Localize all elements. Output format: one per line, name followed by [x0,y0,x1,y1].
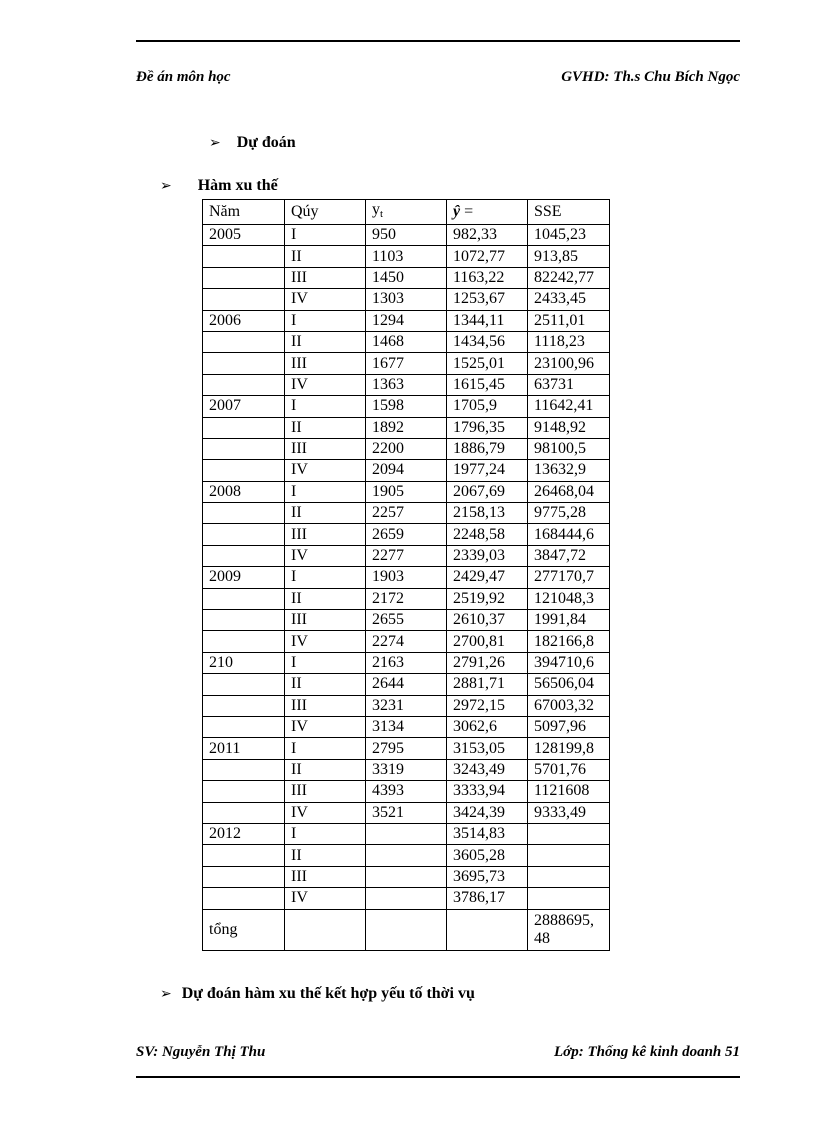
yhat-cell: 1434,56 [447,331,528,352]
table-row [203,246,610,267]
table-row [203,460,610,481]
quarter-cell: III [285,524,366,545]
table-row [203,588,610,609]
yhat-cell: 1072,77 [447,246,528,267]
sse-cell: 128199,8 [528,738,610,759]
quarter-cell: IV [285,374,366,395]
sse-cell: 277170,7 [528,567,610,588]
yt-cell: 3521 [366,802,447,823]
sse-cell: 3847,72 [528,545,610,566]
year-cell [203,524,285,545]
table-row [203,823,610,844]
year-cell [203,631,285,652]
year-cell [203,716,285,737]
quarter-cell: IV [285,802,366,823]
table-row [203,310,610,331]
yt-cell: 3134 [366,716,447,737]
table-row [203,353,610,374]
sse-cell: 121048,3 [528,588,610,609]
yt-cell: 1903 [366,567,447,588]
year-cell: 2006 [203,310,285,331]
yhat-cell: 3695,73 [447,866,528,887]
sse-cell: 1121608 [528,781,610,802]
sse-cell: 67003,32 [528,695,610,716]
yt-cell [366,823,447,844]
yhat-cell: 3062,6 [447,716,528,737]
sse-cell [528,866,610,887]
quarter-cell: II [285,246,366,267]
yt-cell [366,866,447,887]
table-row [203,610,610,631]
total-label: tổng [203,909,285,950]
quarter-cell: III [285,695,366,716]
year-cell [203,289,285,310]
sse-cell: 9775,28 [528,503,610,524]
yt-cell: 950 [366,225,447,246]
table-row [203,845,610,866]
table-row [203,888,610,909]
sse-cell: 2433,45 [528,289,610,310]
table-row [203,545,610,566]
table-row [203,374,610,395]
yhat-cell: 2248,58 [447,524,528,545]
quarter-cell: IV [285,545,366,566]
yt-cell: 1450 [366,267,447,288]
table-row [203,503,610,524]
sse-cell: 23100,96 [528,353,610,374]
yhat-symbol: ŷ [453,203,461,220]
yt-cell: 2277 [366,545,447,566]
year-cell [203,695,285,716]
yt-cell: 1363 [366,374,447,395]
yhat-cell: 2339,03 [447,545,528,566]
year-cell [203,267,285,288]
section-forecast [209,134,296,152]
sse-cell: 9333,49 [528,802,610,823]
table-cell [447,909,528,950]
table-row [203,738,610,759]
year-cell [203,353,285,374]
col-yt-header [366,200,447,225]
total-sse: 2888695, 48 [528,909,610,950]
year-cell [203,460,285,481]
sse-cell: 63731 [528,374,610,395]
year-cell: 2011 [203,738,285,759]
table-cell [285,909,366,950]
year-cell [203,674,285,695]
yhat-cell: 2067,69 [447,481,528,502]
section-seasonal-label: Dự đoán hàm xu thế kết hợp yếu tố thời vụ [181,985,475,1002]
yhat-cell: 3514,83 [447,823,528,844]
yhat-cell: 2791,26 [447,652,528,673]
sse-cell: 1118,23 [528,331,610,352]
yhat-cell: 1525,01 [447,353,528,374]
table-row [203,396,610,417]
table-row [203,674,610,695]
yhat-cell: 1796,35 [447,417,528,438]
year-cell [203,588,285,609]
sse-cell: 5701,76 [528,759,610,780]
table-row [203,716,610,737]
sse-cell: 913,85 [528,246,610,267]
sse-cell: 11642,41 [528,396,610,417]
header-rule [136,40,740,42]
quarter-cell: I [285,481,366,502]
yt-subscript: t [380,208,384,220]
sse-cell: 56506,04 [528,674,610,695]
yhat-cell: 982,33 [447,225,528,246]
yt-cell: 3231 [366,695,447,716]
yhat-cell: 2700,81 [447,631,528,652]
sse-cell [528,845,610,866]
quarter-cell: III [285,610,366,631]
yt-cell: 2655 [366,610,447,631]
year-cell [203,759,285,780]
sse-cell: 26468,04 [528,481,610,502]
table-row [203,417,610,438]
quarter-cell: I [285,225,366,246]
year-cell: 2012 [203,823,285,844]
yhat-cell: 3786,17 [447,888,528,909]
year-cell [203,802,285,823]
table-row [203,802,610,823]
yt-cell: 2795 [366,738,447,759]
yhat-cell: 1705,9 [447,396,528,417]
footer-right: Lớp: Thống kê kinh doanh 51 [554,1044,740,1060]
quarter-cell: I [285,567,366,588]
total-row [203,909,610,950]
yt-cell: 4393 [366,781,447,802]
yhat-cell: 3153,05 [447,738,528,759]
table-row [203,438,610,459]
table-row [203,481,610,502]
sse-cell [528,823,610,844]
year-cell [203,545,285,566]
yt-cell: 1303 [366,289,447,310]
year-cell [203,610,285,631]
section-seasonal [160,985,475,1003]
year-cell [203,374,285,395]
quarter-cell: IV [285,716,366,737]
quarter-cell: III [285,353,366,374]
col-yhat-header [447,200,528,225]
col-quarter-header: Qúy [285,200,366,225]
sse-cell: 82242,77 [528,267,610,288]
yt-cell: 2094 [366,460,447,481]
arrow-icon: ➢ [209,135,221,151]
year-cell [203,781,285,802]
table-row [203,267,610,288]
sse-cell: 98100,5 [528,438,610,459]
year-cell: 210 [203,652,285,673]
quarter-cell: III [285,267,366,288]
yhat-cell: 3333,94 [447,781,528,802]
quarter-cell: III [285,866,366,887]
table-row [203,567,610,588]
quarter-cell: II [285,674,366,695]
col-year-header: Năm [203,200,285,225]
table-row [203,695,610,716]
year-cell [203,246,285,267]
year-cell: 2009 [203,567,285,588]
yt-cell: 3319 [366,759,447,780]
table-row [203,289,610,310]
quarter-cell: IV [285,631,366,652]
yt-cell: 1677 [366,353,447,374]
quarter-cell: I [285,396,366,417]
table-cell [366,909,447,950]
year-cell: 2008 [203,481,285,502]
quarter-cell: II [285,503,366,524]
yt-cell: 2200 [366,438,447,459]
yt-cell [366,888,447,909]
year-cell [203,331,285,352]
table-header-row [203,200,610,225]
yt-cell: 2644 [366,674,447,695]
yhat-cell: 3605,28 [447,845,528,866]
year-cell [203,866,285,887]
yt-cell: 1892 [366,417,447,438]
sse-cell: 168444,6 [528,524,610,545]
yhat-cell: 1977,24 [447,460,528,481]
sse-cell [528,888,610,909]
footer-rule [136,1076,740,1078]
yt-cell: 2659 [366,524,447,545]
quarter-cell: IV [285,460,366,481]
quarter-cell: II [285,331,366,352]
sse-cell: 2511,01 [528,310,610,331]
yt-cell: 1294 [366,310,447,331]
yhat-cell: 1886,79 [447,438,528,459]
quarter-cell: IV [285,289,366,310]
yhat-cell: 1615,45 [447,374,528,395]
quarter-cell: I [285,652,366,673]
yt-cell: 2274 [366,631,447,652]
yhat-cell: 3424,39 [447,802,528,823]
yt-cell: 2257 [366,503,447,524]
table-row [203,652,610,673]
section-forecast-label: Dự đoán [236,134,296,151]
sse-cell: 9148,92 [528,417,610,438]
yt-cell: 1468 [366,331,447,352]
header-right: GVHD: Th.s Chu Bích Ngọc [561,69,740,85]
quarter-cell: II [285,588,366,609]
yhat-cell: 3243,49 [447,759,528,780]
footer-left: SV: Nguyễn Thị Thu [136,1044,266,1060]
table-row [203,759,610,780]
quarter-cell: I [285,823,366,844]
section-trend [160,177,278,195]
col-sse-header: SSE [528,200,610,225]
arrow-icon: ➢ [160,986,172,1002]
trend-table [202,199,610,951]
yhat-cell: 1253,67 [447,289,528,310]
quarter-cell: II [285,845,366,866]
sse-cell: 1991,84 [528,610,610,631]
sse-cell: 1045,23 [528,225,610,246]
year-cell [203,503,285,524]
yhat-cell: 1344,11 [447,310,528,331]
table-row [203,631,610,652]
section-trend-label: Hàm xu thế [197,177,278,194]
year-cell [203,888,285,909]
yhat-cell: 2158,13 [447,503,528,524]
sse-cell: 394710,6 [528,652,610,673]
quarter-cell: I [285,738,366,759]
sse-cell: 182166,8 [528,631,610,652]
yt-cell: 1905 [366,481,447,502]
yt-cell: 1103 [366,246,447,267]
quarter-cell: III [285,438,366,459]
quarter-cell: IV [285,888,366,909]
sse-cell: 13632,9 [528,460,610,481]
year-cell: 2007 [203,396,285,417]
yhat-cell: 2429,47 [447,567,528,588]
sse-cell: 5097,96 [528,716,610,737]
year-cell [203,438,285,459]
table-row [203,225,610,246]
year-cell [203,417,285,438]
quarter-cell: II [285,417,366,438]
year-cell: 2005 [203,225,285,246]
yt-base: y [372,201,380,218]
yhat-cell: 1163,22 [447,267,528,288]
arrow-icon: ➢ [160,178,172,194]
yt-cell: 2163 [366,652,447,673]
table-row [203,524,610,545]
quarter-cell: II [285,759,366,780]
table-row [203,331,610,352]
yt-cell [366,845,447,866]
yhat-suffix: = [460,203,474,220]
quarter-cell: III [285,781,366,802]
yhat-cell: 2519,92 [447,588,528,609]
table-row [203,781,610,802]
year-cell [203,845,285,866]
yhat-cell: 2881,71 [447,674,528,695]
yhat-cell: 2610,37 [447,610,528,631]
table-row [203,866,610,887]
yt-cell: 1598 [366,396,447,417]
yt-cell: 2172 [366,588,447,609]
header-left: Đề án môn học [136,69,231,85]
yhat-cell: 2972,15 [447,695,528,716]
quarter-cell: I [285,310,366,331]
